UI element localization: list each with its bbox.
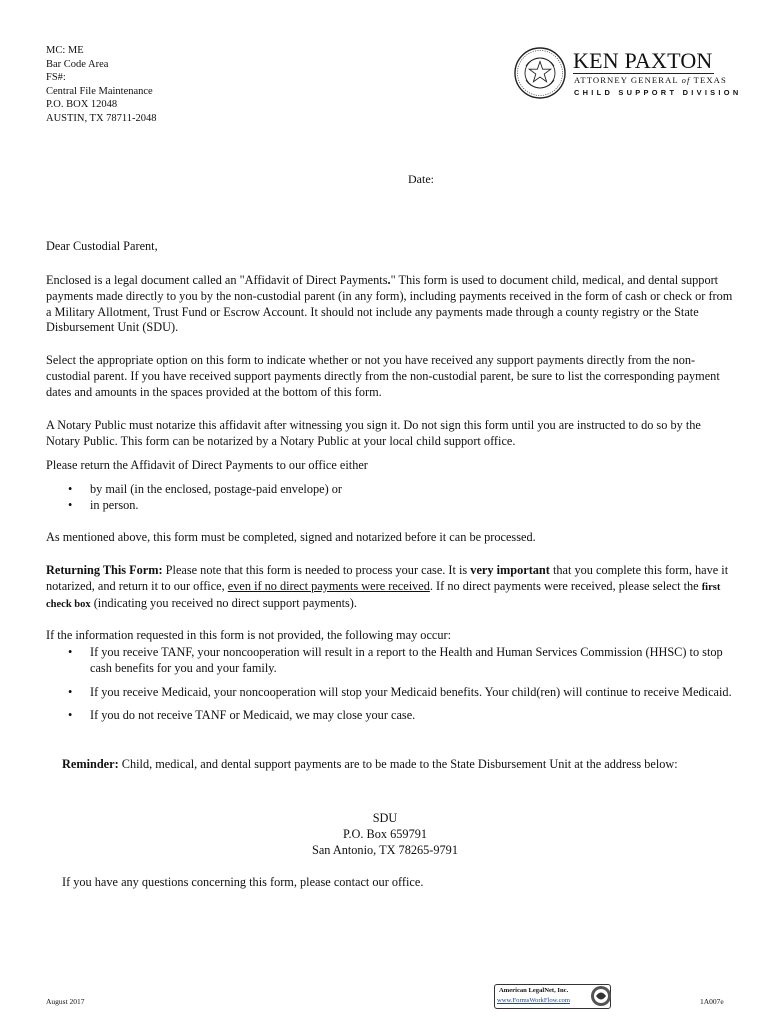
- date-label: Date:: [408, 172, 434, 186]
- attorney-general-title: ATTORNEY GENERAL of TEXAS: [574, 75, 727, 85]
- texas-seal-icon: [514, 47, 566, 99]
- form-code: 1A007e: [700, 997, 724, 1006]
- paragraph-processing: As mentioned above, this form must be completed, signed and notarized before it can be processed.: [46, 530, 536, 544]
- salutation: Dear Custodial Parent,: [46, 239, 158, 253]
- vendor-url-link[interactable]: www.FormsWorkFlow.com: [497, 997, 570, 1004]
- address-line: MC: ME: [46, 45, 84, 56]
- paragraph-notary: A Notary Public must notarize this affidavit after witnessing you sign it. Do not sign this form until you are instructed to do so by the Notary Public. This form can be notarized by a Notary Public at your local child support office.: [46, 418, 701, 448]
- division-name: CHILD SUPPORT DIVISION: [574, 88, 742, 97]
- paragraph-consequences-intro: If the information requested in this form is not provided, the following may occur:: [46, 628, 452, 642]
- list-item: • by mail (in the enclosed, postage-paid envelope) or: [46, 482, 736, 498]
- return-options-list: [46, 482, 736, 514]
- sdu-line: SDU: [372, 811, 398, 825]
- vendor-name: American LegalNet, Inc.: [499, 987, 569, 994]
- paragraph-select-option: Select the appropriate option on this form to indicate whether or not you have received any support payments directly from the non-custodial parent. If you have received support payments directly from the non-custodial parent, be sure to list the corresponding payment dates and amounts in the spaces provided at the bottom of this form.: [46, 353, 720, 399]
- paragraph-reminder: Reminder: Child, medical, and dental support payments are to be made to the State Disbursement Unit at the address below:: [62, 757, 678, 771]
- vendor-logo-icon: [590, 985, 612, 1007]
- paragraph-closing: If you have any questions concerning this form, please contact our office.: [62, 875, 424, 889]
- address-line: Bar Code Area: [46, 58, 109, 70]
- footer-date: August 2017: [46, 997, 85, 1006]
- list-item: • If you do not receive TANF or Medicaid, we may close your case.: [46, 708, 736, 724]
- list-item: • If you receive Medicaid, your noncooperation will stop your Medicaid benefits. Your child(ren) will continue to receive Medicaid.: [46, 685, 736, 701]
- list-item: • If you receive TANF, your noncooperation will result in a report to the Health and Human Services Commission (HHSC) to stop cash benefits for you and your family.: [46, 645, 736, 677]
- address-line: Central File Maintenance: [46, 85, 153, 97]
- address-line: P.O. BOX 12048: [46, 99, 118, 110]
- paragraph-intro: Enclosed is a legal document called an "Affidavit of Direct Payments." This form is used to document child, medical, and dental support payments made directly to you by the non-custodial parent (in any form), including payments received in the form of cash or check or from a Military Allotment, Trust Fund or Escrow Account. It should not include any payments made through a county registry or the State Disbursement Unit (SDU).: [46, 273, 733, 335]
- consequences-list: [46, 645, 736, 724]
- paragraph-return-instructions: Please return the Affidavit of Direct Payments to our office either: [46, 458, 368, 472]
- attorney-general-name: KEN PAXTON: [573, 48, 713, 73]
- header-divider: [573, 73, 714, 74]
- list-item: • in person.: [46, 498, 736, 514]
- paragraph-returning-form: Returning This Form: Please note that this form is needed to process your case. It is very important that you complete this form, have it notarized, and return it to our office, even if no direct payments were received. If no direct payments were received, please select the first check box (indicating you received no direct support payments).: [46, 563, 729, 610]
- sdu-address-block: [0, 810, 770, 858]
- address-line: AUSTIN, TX 78711-2048: [46, 112, 157, 124]
- mailing-address-block: [46, 44, 157, 125]
- address-line: FS#:: [46, 72, 66, 83]
- sdu-line: San Antonio, TX 78265-9791: [312, 843, 458, 857]
- sdu-line: P.O. Box 659791: [342, 827, 428, 841]
